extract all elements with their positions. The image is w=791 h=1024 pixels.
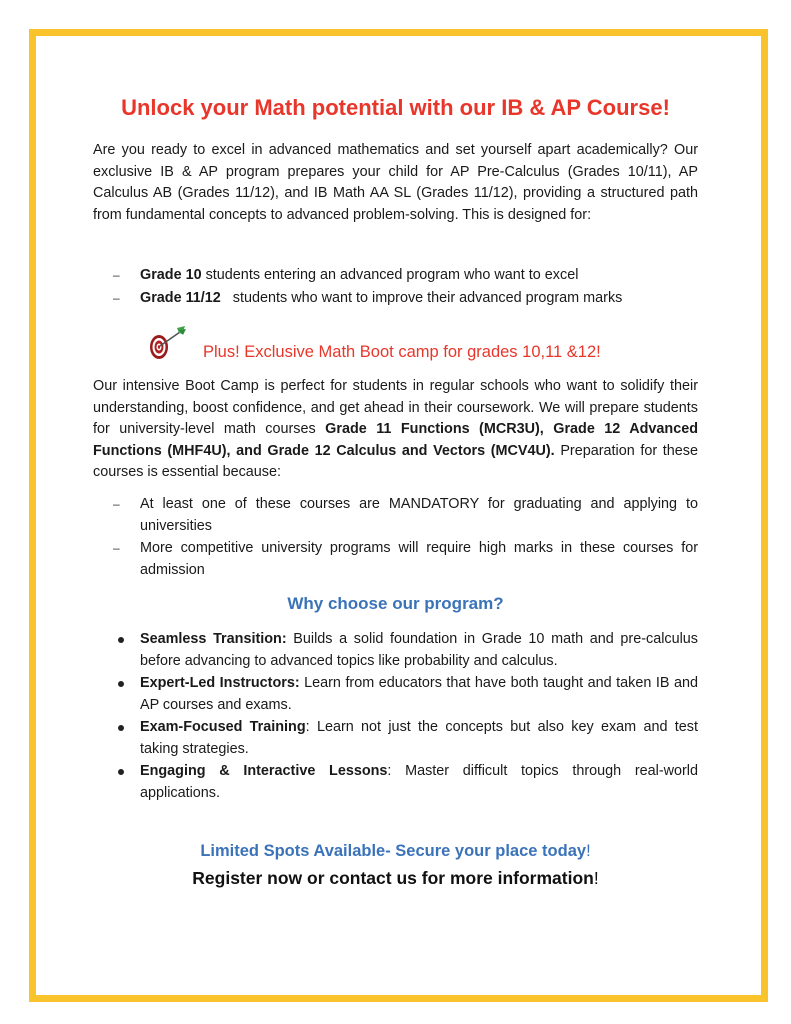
bootcamp-paragraph: [93, 376, 698, 484]
list-item-bold: Seamless Transition:: [140, 631, 287, 647]
list-item-text: : Master difficult topics through real-world applications.: [140, 763, 699, 801]
list-item-text: students who want to improve their advanced program marks: [220, 289, 623, 306]
bootcamp-text: Our intensive Boot Camp is perfect for students in regular schools who want to solidify their understanding, boost confidence, and get ahead in their coursework. We will prepare students for university-level math courses: [93, 378, 698, 437]
register-cta: [93, 868, 698, 889]
list-item: [113, 673, 698, 716]
register-label: Register now or contact us for more information: [192, 868, 594, 888]
list-item-bold: Expert-Led Instructors:: [140, 675, 300, 691]
limited-spots-exclamation: !: [586, 842, 591, 860]
limited-spots-label: Limited Spots Available- Secure your place today: [200, 842, 587, 860]
register-exclamation: !: [593, 868, 599, 888]
designed-for-list: [113, 265, 698, 310]
benefits-list: [113, 629, 698, 805]
list-item: [113, 288, 698, 310]
list-item-bold: Exam-Focused Training: [140, 719, 306, 735]
list-item-bold: Grade 10: [140, 267, 202, 283]
intro-paragraph: Are you ready to excel in advanced mathematics and set yourself apart academically? Our exclusive IB & AP program prepares your child for AP Pre-Calculus (Grades 10/11), AP Calculus AB (Grades 11/12), and IB Math AA SL (Grades 11/12), providing a structured path from fundamental concepts to advanced problem-solving. This is designed for:: [93, 142, 698, 223]
list-item: [113, 265, 698, 287]
list-item-text: Builds a solid foundation in Grade 10 math and pre-calculus before advancing to advanced topics like probability and calculus.: [140, 631, 698, 669]
list-item-bold: Engaging & Interactive Lessons: [140, 763, 388, 779]
bootcamp-text-end: Preparation for these courses is essential because:: [93, 442, 698, 480]
list-item-text: Learn from educators that have both taught and taken IB and AP courses and exams.: [140, 675, 698, 713]
page-title: Unlock your Math potential with our IB & AP Course!: [121, 95, 670, 120]
list-item-text: : Learn not just the concepts but also key exam and test taking strategies.: [140, 719, 698, 757]
limited-spots-text: [93, 842, 698, 861]
dart-target-icon: [146, 321, 188, 361]
list-item-text: students entering an advanced program who want to excel: [201, 267, 579, 283]
reasons-list: [113, 494, 698, 582]
list-item: [113, 761, 698, 804]
list-item: – More competitive university programs will require high marks in these courses for admission: [113, 538, 698, 581]
why-heading: Why choose our program?: [287, 594, 504, 613]
bootcamp-heading: Plus! Exclusive Math Boot camp for grades 10,11 &12!: [203, 343, 601, 361]
list-item-bold: Grade 11/12: [140, 289, 221, 306]
bootcamp-courses: Grade 11 Functions (MCR3U), Grade 12 Advanced Functions (MHF4U), and Grade 12 Calculus and Vectors (MCV4U).: [93, 421, 698, 459]
list-item: [113, 717, 698, 760]
list-item: – At least one of these courses are MANDATORY for graduating and applying to universities: [113, 494, 698, 537]
list-item: [113, 629, 698, 672]
